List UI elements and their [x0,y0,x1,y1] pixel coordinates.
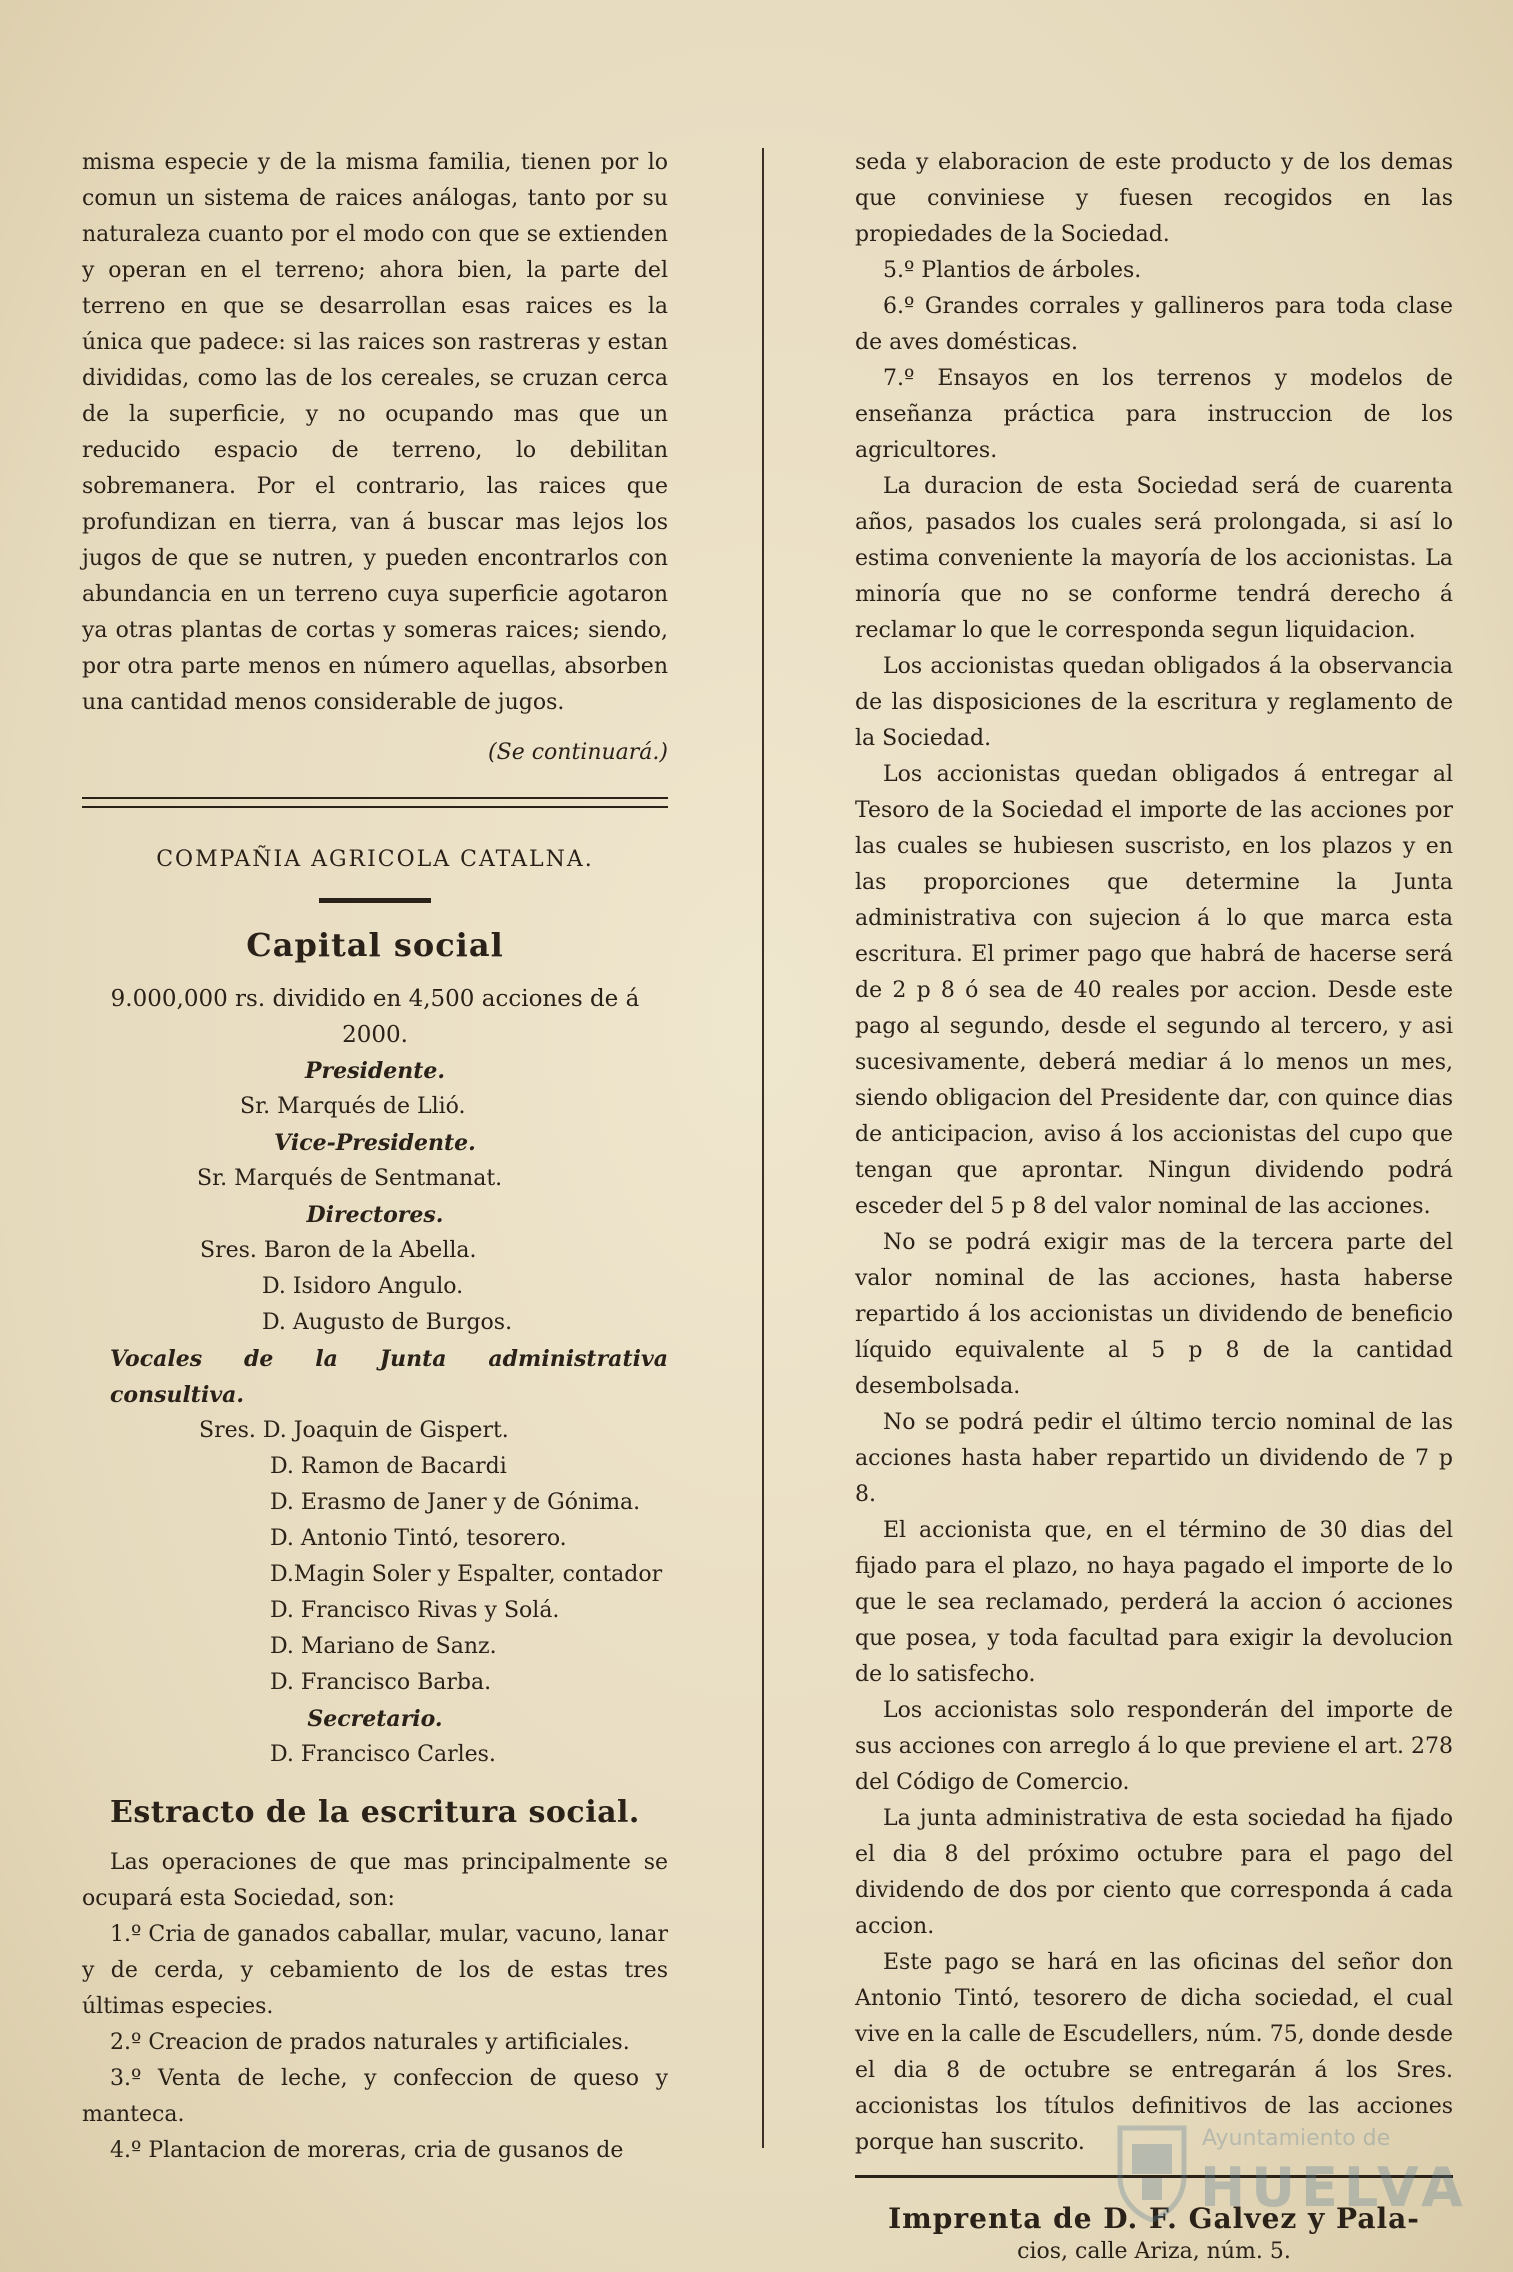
vocal-name: D. Erasmo de Janer y de Gónima. [270,1490,641,1515]
vocal-name: D. Mariano de Sanz. [270,1634,497,1659]
company-name: COMPAÑIA AGRICOLA CATALNA. [156,847,594,872]
vocal-name: D. Ramon de Bacardi [270,1454,507,1479]
extract-item: 2.º Creacion de prados naturales y artificiales. [110,2030,630,2055]
body-paragraph: La duracion de esta Sociedad será de cuarenta años, pasados los cuales será prolongada, si así lo estima conveniente la mayoría de los accionistas. La minoría que no se conforme tendrá derecho á reclamar lo que le corresponda segun liquidacion. [855,474,1453,643]
body-paragraph: No se podrá exigir mas de la tercera parte del valor nominal de las acciones, hasta haberse repartido á los accionistas un dividendo de beneficio líquido equivalente al 5 p 8 de la cantidad desembolsada. [855,1230,1453,1399]
section-double-rule [82,797,668,808]
extract-intro: Las operaciones de que mas principalmente se ocupará esta Sociedad, son: [82,1850,668,1911]
capital-title: Capital social [246,926,504,964]
extract-item: 1.º Cria de ganados caballar, mular, vacuno, lanar y de cerda, y cebamiento de los de estas tres últimas especies. [82,1922,668,2019]
imprenta-line: Imprenta de D. F. Galvez y Pala- [888,2202,1420,2235]
body-paragraph: Los accionistas quedan obligados á la observancia de las disposiciones de la escritura y reglamento de la Sociedad. [855,654,1453,751]
vocales-label: Vocales de la Junta administrativa consultiva. [110,1346,668,1408]
body-paragraph: 6.º Grandes corrales y gallineros para toda clase de aves domésticas. [855,294,1453,355]
vocal-name: D. Francisco Rivas y Solá. [270,1598,560,1623]
body-paragraph: El accionista que, en el término de 30 dias del fijado para el plazo, no haya pagado el importe de lo que le sea reclamado, perderá la accion ó acciones que posea, y toda facultad para exigir la devolucion de lo satisfecho. [855,1518,1453,1687]
watermark-line2: HUELVA [1200,2156,1469,2219]
imprenta-address: cios, calle Ariza, núm. 5. [1017,2239,1291,2264]
capital-line: 9.000,000 rs. dividido en 4,500 acciones de á 2000. [110,986,640,1048]
coat-of-arms-icon [1112,2118,1192,2222]
intro-paragraph: misma especie y de la misma familia, tienen por lo comun un sistema de raices análogas, tanto por su naturaleza cuanto por el modo con que se extienden y operan en el terreno; ahora bien, la parte del terreno en que se desarrollan esas raices es la única que padece: si las raices son rastreras y estan divididas, como las de los cereales, se cruzan cerca de la superficie, y no ocupando mas que un reducido espacio de terreno, lo debilitan sobremanera. Por el contrario, las raices que profundizan en tierra, van á buscar mas lejos los jugos de que se nutren, y pueden encontrarlos con abundancia en un terreno cuya superficie agotaron ya otras plantas de cortas y someras raices; siendo, por otra parte menos en número aquellas, absorben una cantidad menos considerable de jugos. [82,150,668,715]
body-paragraph: seda y elaboracion de este producto y de los demas que conviniese y fuesen recogidos en las propiedades de la Sociedad. [855,150,1453,247]
director-name: Sres. Baron de la Abella. [200,1238,477,1263]
body-paragraph: 5.º Plantios de árboles. [883,258,1142,283]
extract-item: 3.º Venta de leche, y confeccion de queso y manteca. [82,2066,668,2127]
secretario-label: Secretario. [307,1706,443,1732]
extract-item: 4.º Plantacion de moreras, cria de gusanos de [110,2138,624,2163]
presidente-name: Sr. Marqués de Llió. [240,1094,466,1119]
vice-name: Sr. Marqués de Sentmanat. [197,1166,503,1191]
archive-watermark [1112,2118,1469,2228]
directores-label: Directores. [306,1202,444,1228]
continuara-note: (Se continuará.) [488,740,668,765]
body-paragraph: 7.º Ensayos en los terrenos y modelos de enseñanza práctica para instruccion de los agricultores. [855,366,1453,463]
director-name: D. Augusto de Burgos. [262,1310,513,1335]
body-paragraph: Los accionistas solo responderán del importe de sus acciones con arreglo á lo que previene el art. 278 del Código de Comercio. [855,1698,1453,1795]
vocal-name: Sres. D. Joaquin de Gispert. [199,1418,509,1443]
watermark-line1: Ayuntamiento de [1202,2126,1391,2151]
extract-title: Estracto de la escritura social. [110,1795,640,1830]
body-paragraph: Los accionistas quedan obligados á entregar al Tesoro de la Sociedad el importe de las acciones por las cuales se hubiesen suscristo, en los plazos y en las proporciones que determine la Junta administrativa con sujecion á lo que marca esta escritura. El primer pago que habrá de hacerse será de 2 p 8 ó sea de 40 reales por accion. Desde este pago al segundo, desde el segundo al tercero, y asi sucesivamente, deberá mediar á lo menos un mes, siendo obligacion del Presidente dar, con quince dias de anticipacion, aviso á los accionistas del cupo que tengan que aprontar. Ningun dividendo podrá esceder del 5 p 8 del valor nominal de las acciones. [855,762,1453,1219]
board-roster [82,1053,668,1773]
vice-label: Vice-Presidente. [274,1130,476,1156]
right-column [855,145,1453,2268]
vocal-name: D.Magin Soler y Espalter, contador [270,1562,663,1587]
presidente-label: Presidente. [304,1058,446,1084]
body-paragraph: La junta administrativa de esta sociedad ha fijado el dia 8 del próximo octubre para el pago del dividendo de dos por ciento que corresponda á cada accion. [855,1806,1453,1939]
vocal-name: D. Antonio Tintó, tesorero. [270,1526,567,1551]
secretario-name: D. Francisco Carles. [270,1742,496,1767]
short-rule [319,898,431,903]
vocal-name: D. Francisco Barba. [270,1670,492,1695]
left-column [82,145,668,2169]
body-paragraph: Este pago se hará en las oficinas del señor don Antonio Tintó, tesorero de dicha sociedad, el cual vive en la calle de Escudellers, núm. 75, donde desde el dia 8 de octubre se entregarán á los Sres. accionistas los títulos definitivos de las acciones porque han suscrito. [855,1950,1453,2155]
body-paragraph: No se podrá pedir el último tercio nominal de las acciones hasta haber repartido un dividendo de 7 p 8. [855,1410,1453,1507]
column-divider [762,148,764,2148]
director-name: D. Isidoro Angulo. [262,1274,464,1299]
